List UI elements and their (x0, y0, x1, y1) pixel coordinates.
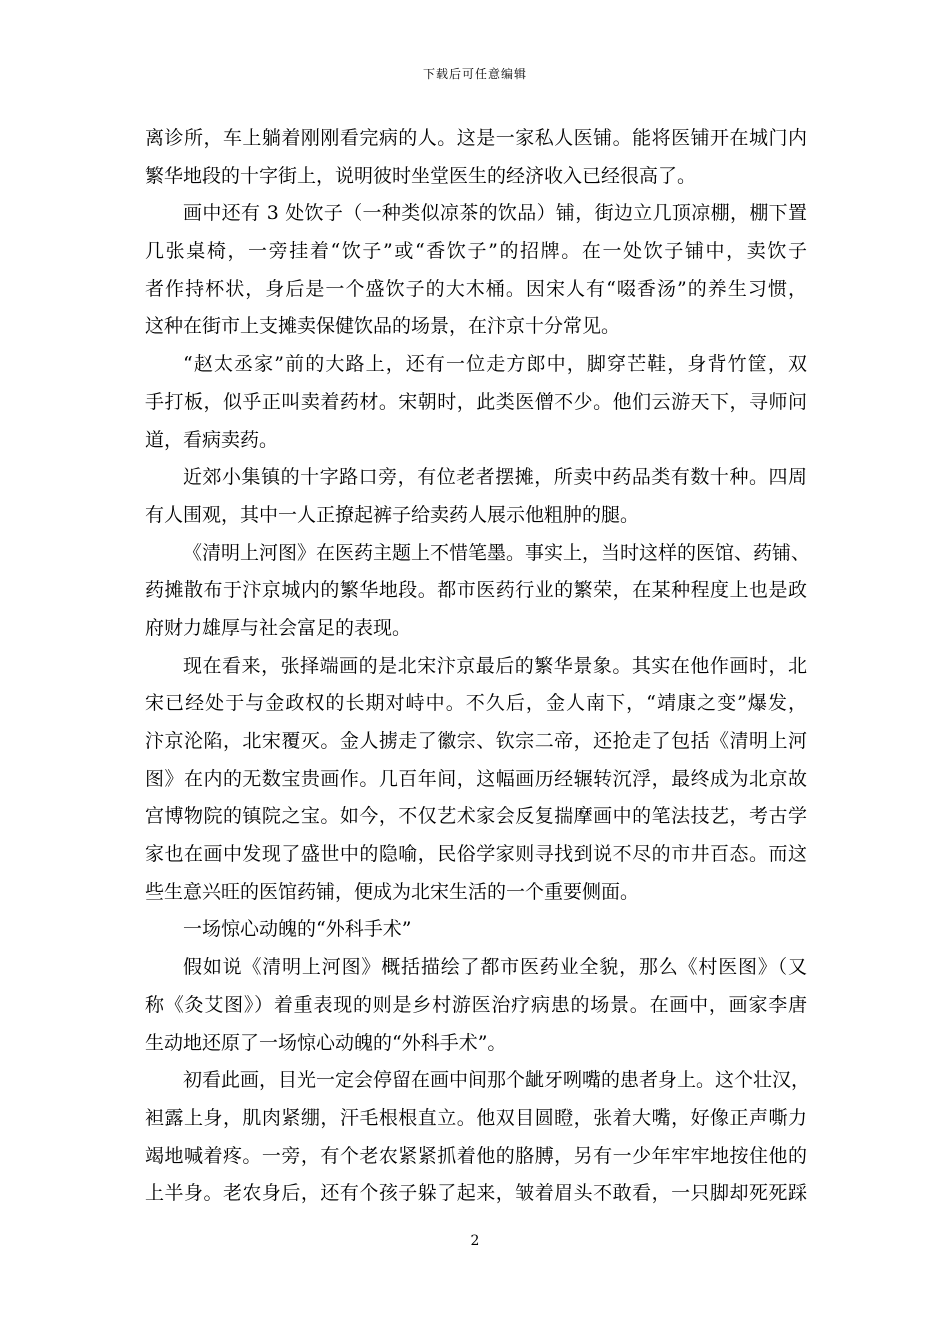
page-number: 2 (470, 1233, 480, 1249)
text-line: 药摊散布于汴京城内的繁华地段。都市医药行业的繁荣，在某种程度上也是政 (145, 579, 807, 602)
text-line: 宋已经处于与金政权的长期对峙中。不久后，金人南下，“靖康之变”爆发， (145, 692, 807, 715)
text-line: 府财力雄厚与社会富足的表现。 (145, 616, 412, 639)
text-line: 初看此画，目光一定会停留在画中间那个龇牙咧嘴的患者身上。这个壮汉， (183, 1069, 811, 1092)
text-line: 离诊所，车上躺着刚刚看完病的人。这是一家私人医铺。能将医铺开在城门内 (145, 127, 807, 149)
text-line: 图》在内的无数宝贵画作。几百年间，这幅画历经辗转沉浮，最终成为北京故 (145, 767, 807, 790)
text-line: 汴京沦陷，北宋覆灭。金人掳走了徽宗、钦宗二帝，还抢走了包括《清明上河 (145, 730, 807, 752)
text-line: 宫博物院的镇院之宝。如今，不仅艺术家会反复揣摩画中的笔法技艺，考古学 (145, 805, 807, 828)
text-line: 些生意兴旺的医馆药铺，便成为北宋生活的一个重要侧面。 (145, 880, 640, 903)
document-body (145, 120, 811, 1213)
text-line: 者作持杯状，身后是一个盛饮子的大木桶。因宋人有“啜香汤”的养生习惯， (145, 277, 807, 300)
text-line: 近郊小集镇的十字路口旁，有位老者摆摊，所卖中药品类有数十种。四周 (183, 466, 807, 489)
text-line: 有人围观，其中一人正撩起裤子给卖药人展示他粗肿的腿。 (145, 503, 640, 526)
text-line: 几张桌椅，一旁挂着“饮子”或“香饮子”的招牌。在一处饮子铺中，卖饮子 (145, 240, 807, 263)
page-header: 下载后可任意编辑 (422, 67, 527, 81)
text-line: “赵太丞家”前的大路上，还有一位走方郎中，脚穿芒鞋，身背竹筐，双 (183, 353, 807, 376)
text-line: 竭地喊着疼。一旁，有个老农紧紧抓着他的胳膊，另有一少年牢牢地按住他的 (145, 1144, 807, 1167)
text-line: 一场惊心动魄的“外科手术” (183, 918, 412, 941)
text-line: 《清明上河图》在医药主题上不惜笔墨。事实上，当时这样的医馆、药铺、 (183, 541, 811, 564)
text-line: 画中还有 3 处饮子（一种类似凉茶的饮品）铺，街边立几顶凉棚，棚下置 (183, 202, 807, 225)
text-line: 假如说《清明上河图》概括描绘了都市医药业全貌，那么《村医图》（又 (183, 956, 807, 979)
text-line: 上半身。老农身后，还有个孩子躲了起来，皱着眉头不敢看，一只脚却死死踩 (145, 1182, 807, 1205)
text-line: 手打板，似乎正叫卖着药材。宋朝时，此类医僧不少。他们云游天下，寻师问 (145, 390, 807, 413)
text-line: 现在看来，张择端画的是北宋汴京最后的繁华景象。其实在他作画时，北 (183, 654, 807, 677)
text-line: 家也在画中发现了盛世中的隐喻，民俗学家则寻找到说不尽的市井百态。而这 (145, 843, 807, 866)
text-line: 这种在街市上支摊卖保健饮品的场景，在汴京十分常见。 (145, 315, 621, 338)
text-line: 袒露上身，肌肉紧绷，汗毛根根直立。他双目圆瞪，张着大嘴，好像正声嘶力 (145, 1106, 807, 1129)
text-line: 生动地还原了一场惊心动魄的“外科手术”。 (145, 1031, 507, 1054)
text-line: 道，看病卖药。 (145, 428, 279, 451)
text-line: 繁华地段的十字街上，说明彼时坐堂医生的经济收入已经很高了。 (145, 164, 697, 187)
text-line: 称《灸艾图》）着重表现的则是乡村游医治疗病患的场景。在画中，画家李唐 (145, 993, 807, 1016)
